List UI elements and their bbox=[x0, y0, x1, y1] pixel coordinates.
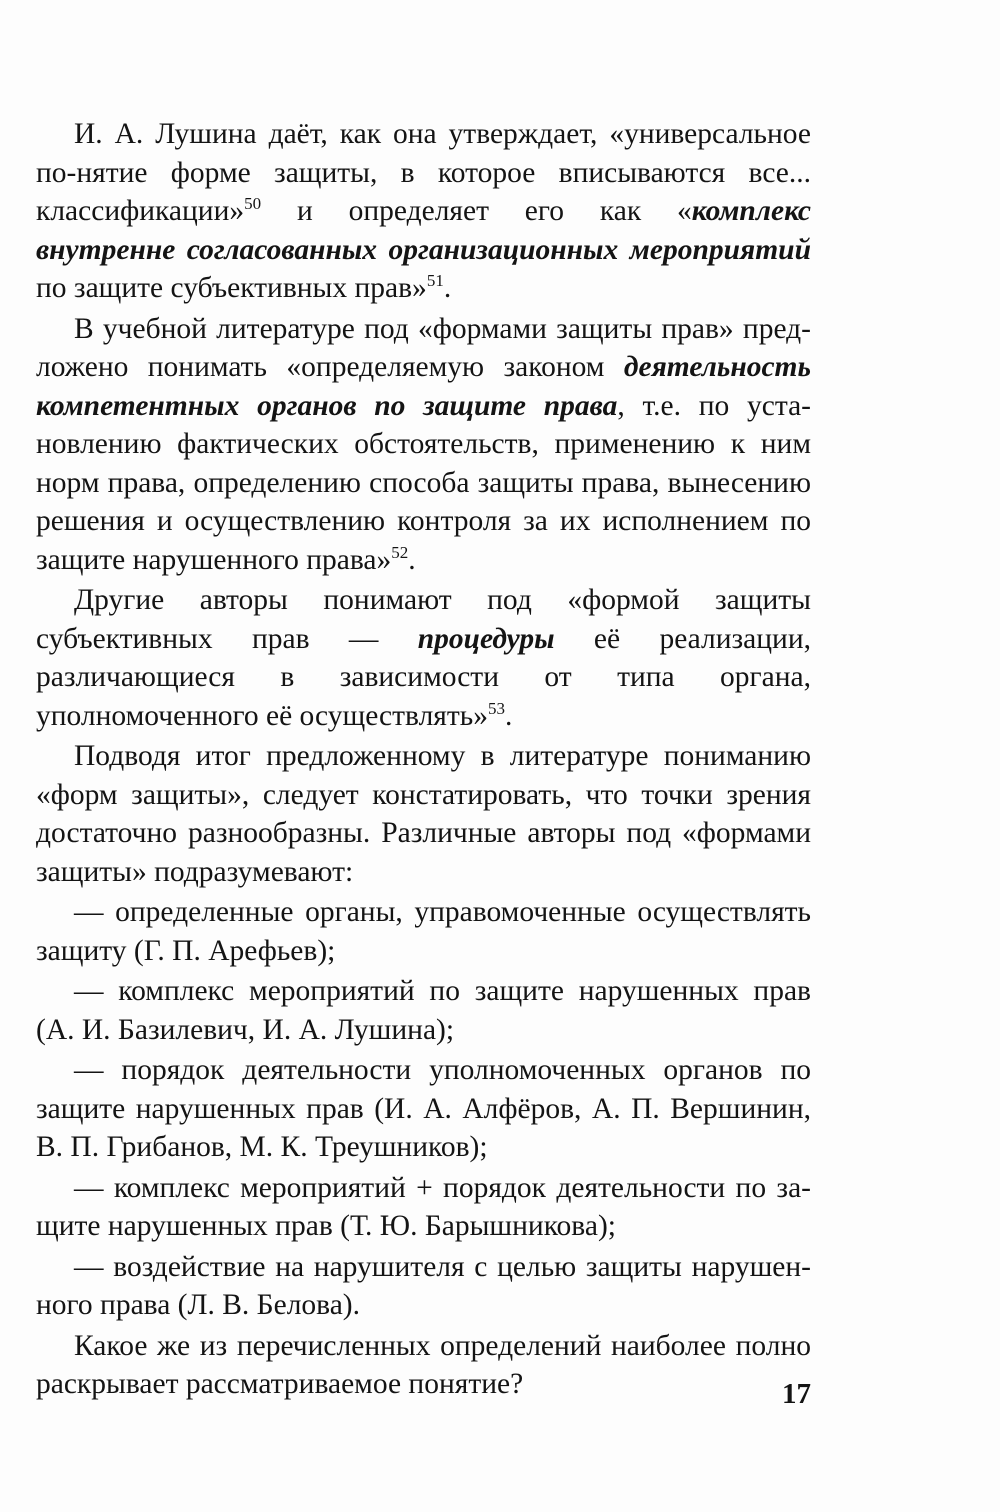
paragraph-3 bbox=[36, 581, 811, 735]
paragraph-2-text-c: . bbox=[408, 543, 416, 576]
paragraph-2-text-a: В учебной литературе под «формами защиты прав» предложено понимать «определяемую законом bbox=[36, 312, 811, 383]
paragraph-4: Подводя итог предложенному в литературе пониманию «форм защиты», следует констатировать, что точки зрения достаточно разнообразны. Различные авторы под «формами защиты» подразумевают: bbox=[36, 740, 811, 888]
list-item-2: — комплекс мероприятий по защите нарушенных прав (А. И. Базилевич, И. А. Лушина); bbox=[36, 975, 811, 1046]
paragraph-1-emphasis: комплекс внутренне согласованных организационных мероприятий bbox=[36, 195, 811, 266]
paragraph-1-text-b: и определяет его как « bbox=[261, 195, 692, 227]
paragraph-1 bbox=[36, 115, 811, 308]
paragraph-1-text-d: . bbox=[443, 272, 452, 304]
body-text bbox=[36, 115, 811, 1406]
footnote-ref-50: 50 bbox=[244, 194, 262, 213]
paragraph-3-text-a: Другие авторы понимают под «формой защиты субъективных прав — bbox=[36, 584, 811, 655]
list-item-4: — комплекс мероприятий + порядок деятельности по защите нарушенных прав (Т. Ю. Барышникова); bbox=[36, 1171, 811, 1242]
list-item-3: — порядок деятельности уполномоченных органов по защите нарушенных прав (И. А. Алфёров, А. П. Вершинин, В. П. Грибанов, М. К. Треушников); bbox=[36, 1054, 811, 1163]
paragraph-5: Какое же из перечисленных определений наиболее полно раскрывает рассматриваемое понятие? bbox=[36, 1329, 811, 1400]
paragraph-2-emphasis: деятельность компетентных органов по защите права bbox=[36, 351, 811, 422]
paragraph-2 bbox=[36, 310, 811, 580]
paragraph-1-text-a: И. А. Лушина даёт, как она утверждает, «универсальное по-нятие форме защиты, в которое вписываются все... классификации» bbox=[36, 118, 811, 227]
list-item-5: — воздействие на нарушителя с целью защиты нарушенного права (Л. В. Белова). bbox=[36, 1250, 811, 1321]
paragraph-3-text-b: её реализации, различающиеся в зависимости от типа органа, уполномоченного её осуществлять» bbox=[36, 622, 811, 732]
footnote-ref-53: 53 bbox=[487, 698, 505, 718]
paragraph-3-emphasis: процедуры bbox=[417, 622, 555, 655]
footnote-ref-52: 52 bbox=[391, 542, 409, 562]
paragraph-2-text-b: , т.е. по установлению фактических обстоятельств, применению к ним норм права, определению способа защиты права, вынесению решения и осуществлению контроля за их исполнением по защите нарушенного права» bbox=[36, 389, 811, 576]
page-number: 17 bbox=[782, 1378, 811, 1410]
paragraph-3-text-c: . bbox=[504, 699, 513, 732]
footnote-ref-51: 51 bbox=[426, 271, 444, 290]
paragraph-1-text-c: по защите субъективных прав» bbox=[36, 272, 427, 304]
list-item-1: — определенные органы, управомоченные осуществлять защиту (Г. П. Арефьев); bbox=[36, 896, 811, 967]
